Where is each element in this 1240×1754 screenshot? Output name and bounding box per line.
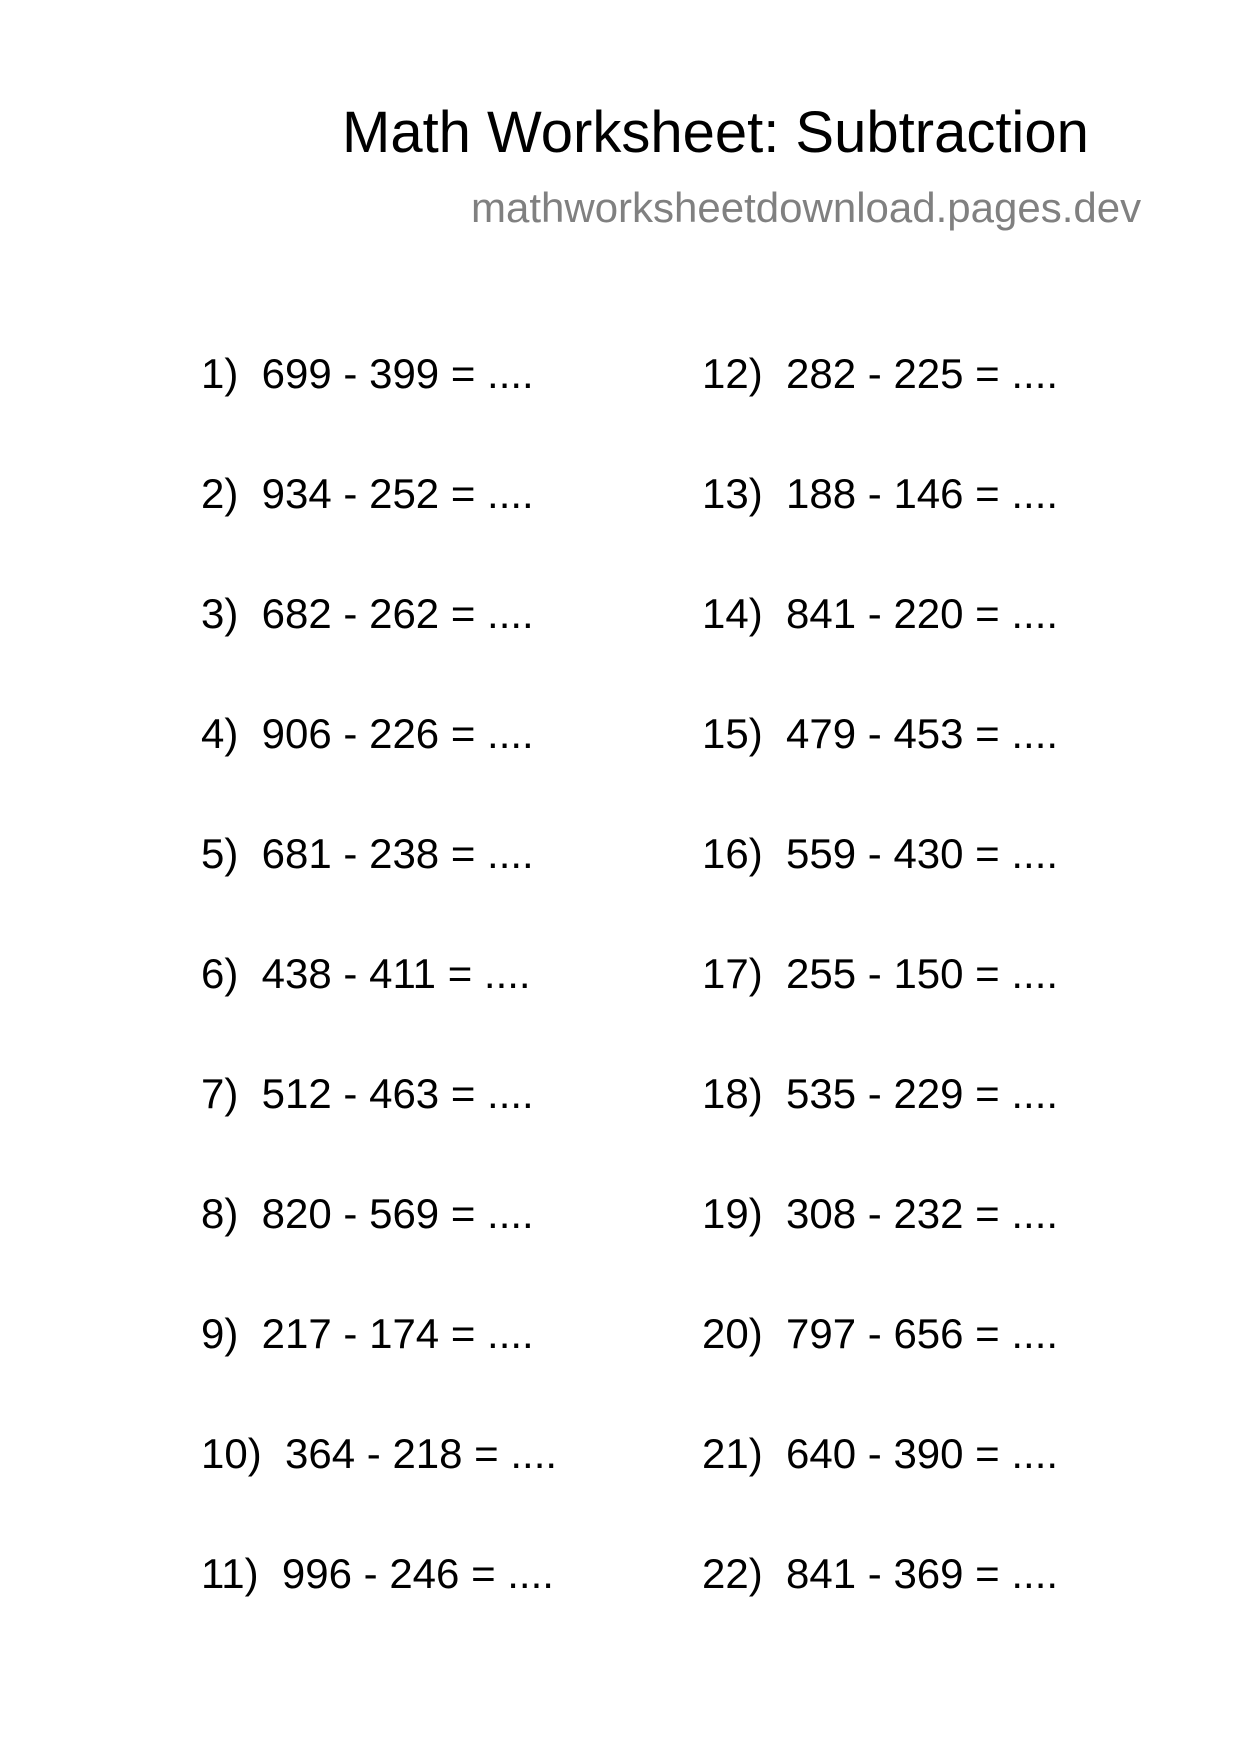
problem-12: 12) 282 - 225 = .... [702, 350, 1059, 397]
problem-6: 6) 438 - 411 = .... [201, 950, 531, 997]
problem-14: 14) 841 - 220 = .... [702, 590, 1059, 637]
problem-4: 4) 906 - 226 = .... [201, 710, 534, 757]
problem-11: 11) 996 - 246 = .... [201, 1550, 554, 1597]
source-url: mathworksheetdownload.pages.dev [471, 184, 1142, 231]
problem-20: 20) 797 - 656 = .... [702, 1310, 1059, 1357]
problem-1: 1) 699 - 399 = .... [201, 350, 534, 397]
problem-19: 19) 308 - 232 = .... [702, 1190, 1059, 1237]
problem-10: 10) 364 - 218 = .... [201, 1430, 558, 1477]
problem-3: 3) 682 - 262 = .... [201, 590, 534, 637]
problem-8: 8) 820 - 569 = .... [201, 1190, 534, 1237]
problem-column-right [702, 348, 1058, 1668]
problem-7: 7) 512 - 463 = .... [201, 1070, 534, 1117]
problem-13: 13) 188 - 146 = .... [702, 470, 1059, 517]
problem-column-left [201, 348, 557, 1668]
problem-21: 21) 640 - 390 = .... [702, 1430, 1059, 1477]
problem-15: 15) 479 - 453 = .... [702, 710, 1059, 757]
problem-18: 18) 535 - 229 = .... [702, 1070, 1059, 1117]
problem-9: 9) 217 - 174 = .... [201, 1310, 534, 1357]
problem-2: 2) 934 - 252 = .... [201, 470, 534, 517]
problem-5: 5) 681 - 238 = .... [201, 830, 534, 877]
page-title: Math Worksheet: Subtraction [342, 100, 1089, 165]
problem-17: 17) 255 - 150 = .... [702, 950, 1059, 997]
problem-22: 22) 841 - 369 = .... [702, 1550, 1059, 1597]
problem-16: 16) 559 - 430 = .... [702, 830, 1059, 877]
